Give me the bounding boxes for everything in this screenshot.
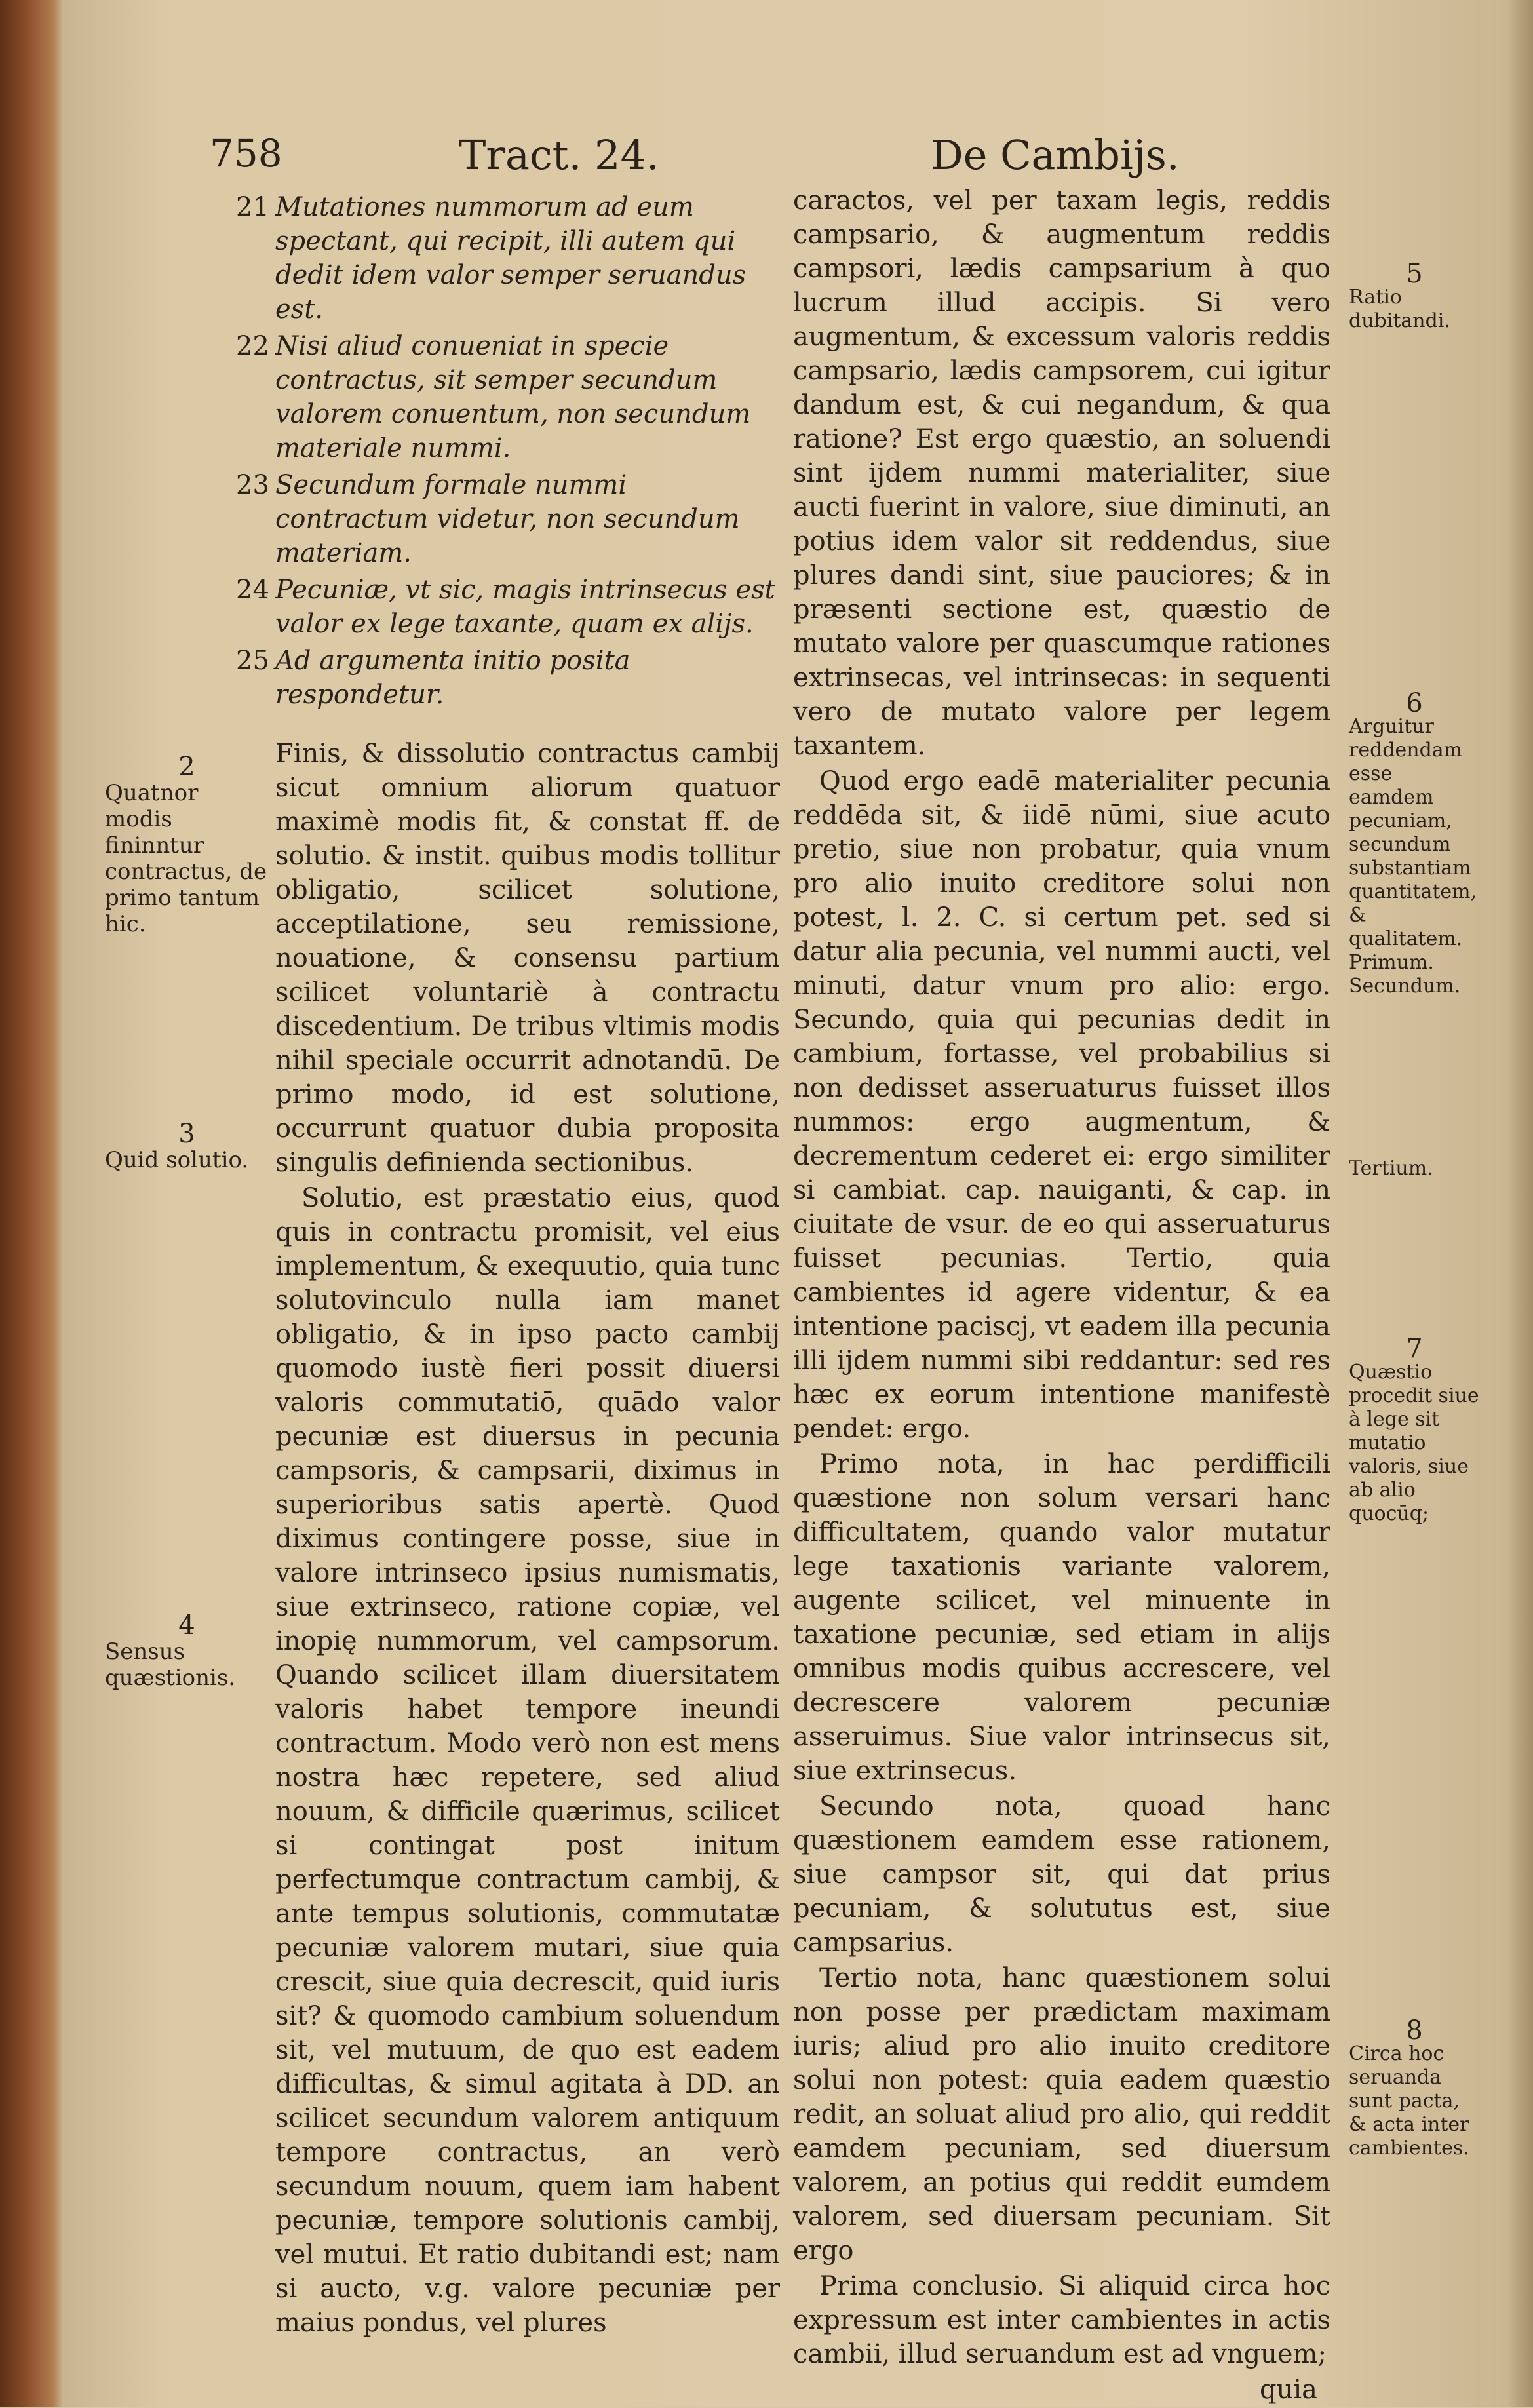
summary-text: Mutationes nummorum ad eum spectant, qui recipit, illi autem qui dedit idem valor semper seruandus est. [275, 192, 747, 324]
margin-note [105, 1121, 269, 1173]
margin-note [1349, 1334, 1480, 1526]
running-head [210, 131, 1219, 184]
margin-note-text: Quatnor modis fininntur contractus, de primo tantum hic. [105, 780, 267, 937]
margin-note-text: Quæstio procedit siue à lege sit mutatio valoris, siue ab alio quocūq; [1349, 1361, 1479, 1525]
margin-note-text: Quid solutio. [105, 1147, 249, 1173]
summary-text: Pecuniæ, vt sic, magis intrinsecus est valor ex lege taxante, quam ex alijs. [275, 575, 775, 639]
summary-number: 21 [236, 192, 269, 222]
margin-note-number: 4 [178, 1610, 195, 1641]
summary-text: Ad argumenta initio posita respondetur. [275, 646, 631, 710]
margin-note-number: 5 [1406, 259, 1423, 289]
summary-number: 22 [236, 331, 269, 361]
summary-text: Nisi aliud conueniat in specie contractus, sit semper secundum valorem conuentum, non secundum materiale nummi. [275, 331, 751, 463]
margin-note [1349, 2015, 1480, 2160]
summary-item [236, 190, 780, 326]
page-number: 758 [210, 131, 282, 176]
margin-note-text: Arguitur reddendam esse eamdem pecuniam, secundum substantiam quantitatem, & qualitatem. Primum. Secundum. [1349, 715, 1477, 998]
margin-note-number: 3 [178, 1119, 195, 1149]
margin-note [105, 1612, 269, 1691]
body-paragraph: Finis, & dissolutio contractus cambij sicut omnium aliorum quatuor maximè modis fit, & constat ff. de solutio. & instit. quibus modis tollitur obligatio, scilicet solutione, acceptilatione, seu remissione, nouatione, & consensu partium scilicet voluntariè à contractu discedentium. De tribus vltimis modis nihil speciale occurrit adnotandū. De primo modo, id est solutione, occurrunt quatuor dubia proposita singulis definienda sectionibus. [275, 739, 780, 1178]
body-paragraph: Solutio, est præstatio eius, quod quis in contractu promisit, vel eius implementum, & exequutio, quia tunc solutovinculo nulla iam manet obligatio, & in ipso pacto cambij quomodo iustè fieri possit diuersi valoris commutatiō, quādo valor pecuniæ est diuersus in pecunia campsoris, & campsarii, diximus in superioribus satis apertè. Quod diximus contingere posse, siue in valore intrinseco ipsius numismatis, siue extrinseco, ratione copiæ, vel inopię nummorum, vel campsorum. Quando scilicet illam diuersitatem valoris habet tempore ineundi contractum. Modo verò non est mens nostra hæc repetere, sed aliud nouum, & difficile quærimus, scilicet si contingat post initum perfectumque contractum cambij, & ante tempus solutionis, commutatæ pecuniæ valorem mutari, siue quia crescit, siue quia decrescit, quid iuris sit? & quomodo cambium soluendum sit, vel mutuum, de quo est eadem difficultas, & simul agitata à DD. an scilicet secundum valorem antiquum tempore contractus, an verò secundum nouum, quem iam habent pecuniæ, tempore solutionis cambij, vel mutui. Et ratio dubitandi est; nam si aucto, v.g. valore pecuniæ per maius pondus, vel plures [275, 1183, 780, 2338]
summary-list [236, 190, 780, 712]
summary-item [236, 468, 780, 570]
margin-note-number: 7 [1406, 1334, 1423, 1364]
margin-note-text: Tertium. [1349, 1157, 1433, 1180]
left-column [236, 190, 780, 2341]
catchword: quia [1259, 2375, 1317, 2405]
body-paragraph: Tertio nota, hanc quæstionem solui non posse per prædictam maximam iuris; aliud pro alio inuito creditore solui non potest: quia eadem quæstio redit, an soluat aliud pro alio, qui reddit eamdem pecuniam, sed diuersum valorem, an potius qui reddit eumdem valorem, sed diuersam pecuniam. Sit ergo [793, 1963, 1330, 2266]
summary-item [236, 329, 780, 465]
margin-note [1349, 1157, 1480, 1180]
book-gutter-right [1507, 0, 1533, 2407]
right-column [793, 184, 1330, 2408]
margin-note-number: 6 [1406, 688, 1423, 718]
body-paragraph: Secundo nota, quoad hanc quæstionem eamdem esse rationem, siue campsor sit, qui dat prius pecuniam, & solututus est, siue campsarius. [793, 1791, 1330, 1958]
body-paragraph: Quod ergo eadē materialiter pecunia reddēda sit, & iidē nūmi, siue acuto pretio, siue non probatur, quia vnum pro alio inuito creditore solui non potest, l. 2. C. si certum pet. sed si datur alia pecunia, vel nummi aucti, vel minuti, datur vnum pro alio: ergo. Secundo, quia qui pecunias dedit in cambium, fortasse, vel probabilius si non dedisset asseruaturus fuisset illos nummos: ergo augmentum, & decrementum cederet ei: ergo similiter si cambiat. cap. nauiganti, & cap. in ciuitate de vsur. de eo qui asseruaturus fuisset pecunias. Tertio, quia cambientes id agere videntur, & ea intentione paciscj, vt eadem illa pecunia illi ijdem nummi sibi reddantur: sed res hæc ex eorum intentione manifestè pendet: ergo. [793, 766, 1330, 1444]
summary-number: 25 [236, 646, 269, 676]
book-edge-left [0, 0, 63, 2407]
summary-item [236, 644, 780, 712]
margin-note-text: Ratio dubitandi. [1349, 286, 1450, 332]
summary-number: 24 [236, 575, 269, 605]
margin-note-number: 2 [178, 752, 195, 782]
summary-text: Secundum formale nummi contractum videtur, non secundum materiam. [275, 470, 740, 568]
summary-number: 23 [236, 470, 269, 500]
body-paragraph: Primo nota, in hac perdifficili quæstione non solum versari hanc difficultatem, quando valor mutatur lege taxationis variante valorem, augente scilicet, vel minuente in taxatione pecuniæ, sed etiam in alijs omnibus modis quibus accrescere, vel decrescere valorem pecuniæ asseruimus. Siue valor intrinsecus sit, siue extrinsecus. [793, 1449, 1330, 1786]
body-paragraph: Prima conclusio. Si aliquid circa hoc expressum est inter cambientes in actis cambii, illud seruandum est ad vnguem; [793, 2271, 1330, 2369]
body-paragraph: caractos, vel per taxam legis, reddis campsario, & augmentum reddis campsori, lædis campsarium à quo lucrum illud accipis. Si vero augmentum, & excessum valoris reddis campsario, lædis campsorem, cui igitur dandum est, & cui negandum, & qua ratione? Est ergo quæstio, an soluendi sint ijdem nummi materialiter, siue aucti fuerint in valore, siue diminuti, an potius idem valor sit reddendus, siue plures dandi sint, siue pauciores; & in præsenti sectione est, quæstio de mutato valore per quascumque rationes extrinsecas, vel intrinsecas: in sequenti vero de mutato valore per legem taxantem. [793, 185, 1330, 761]
margin-note [105, 754, 269, 937]
running-title-left: Tract. 24. [459, 131, 659, 179]
summary-item [236, 573, 780, 641]
margin-note-text: Sensus quæstionis. [105, 1639, 236, 1691]
margin-note [1349, 688, 1480, 998]
margin-note [1349, 259, 1480, 333]
margin-note-number: 8 [1406, 2015, 1423, 2046]
margin-note-text: Circa hoc seruanda sunt pacta, & acta inter cambientes. [1349, 2042, 1469, 2160]
running-title-right: De Cambijs. [931, 131, 1180, 179]
